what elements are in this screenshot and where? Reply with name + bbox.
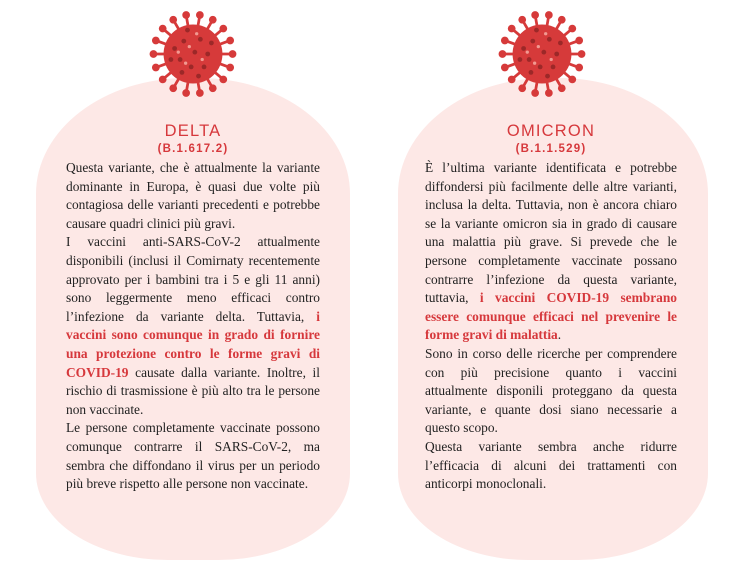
virus-icon [147, 8, 239, 100]
delta-paragraph-3: Le persone completamente vaccinate possono comunque contrarre il SARS-CoV-2, ma sembra che diffondano il virus per un periodo più breve rispetto alle persone non vaccinate. [66, 420, 320, 492]
delta-paragraph-1: Questa variante, che è attualmente la variante dominante in Europa, è quasi due volte più contagiosa delle varianti precedenti e potrebbe causare quadri clinici più gravi. [66, 160, 320, 231]
omicron-p1-start: È l’ultima variante identificata e potrebbe diffondersi più facilmente delle altre varianti, inclusa la delta. Tuttavia, non è ancora chiaro se la variante omicron sia in grado di causare una malattia più grave. Si prevede che le persone completamente vaccinate possano contrarre l’infezione da questa variante, tuttavia, [425, 160, 677, 306]
delta-paragraph-2 [66, 233, 320, 419]
omicron-column [425, 121, 677, 494]
delta-p2-end: causate dalla variante. Inoltre, il rischio di trasmissione è più alto tra le persone non vaccinate. [66, 364, 320, 417]
omicron-paragraph-2: Sono in corso delle ricerche per comprendere con più precisione quanto i vaccini attualmente disponili proteggano da questa variante, e quante dosi siano necessarie a questo scopo. [425, 345, 677, 436]
delta-lineage-code: (B.1.617.2) [157, 143, 229, 155]
omicron-p1-end: . [557, 327, 562, 343]
omicron-lineage-code: (B.1.1.529) [515, 143, 587, 155]
delta-title: DELTA [164, 122, 222, 140]
omicron-paragraph-3: Questa variante sembra anche ridurre l’efficacia di alcuni dei trattamenti con anticorpi monoclonali. [425, 438, 677, 492]
delta-highlight: i vaccini sono comunque in grado di fornire una protezione contro le forme gravi di COVID-19 [66, 308, 320, 380]
delta-column [66, 121, 320, 494]
omicron-highlight: i vaccini COVID-19 sembrano essere comunque efficaci nel prevenire le forme gravi di malattia [425, 290, 677, 343]
delta-p2-start: I vaccini anti-SARS-CoV-2 attualmente disponibili (inclusi il Comirnaty recentemente approvato per i bambini tra i 5 e gli 11 anni) sono leggermente meno efficaci contro l’infezione da variante delta. Tuttavia, [66, 234, 320, 324]
omicron-title: OMICRON [506, 122, 596, 140]
omicron-paragraph-1 [425, 159, 677, 345]
virus-icon [496, 8, 588, 100]
